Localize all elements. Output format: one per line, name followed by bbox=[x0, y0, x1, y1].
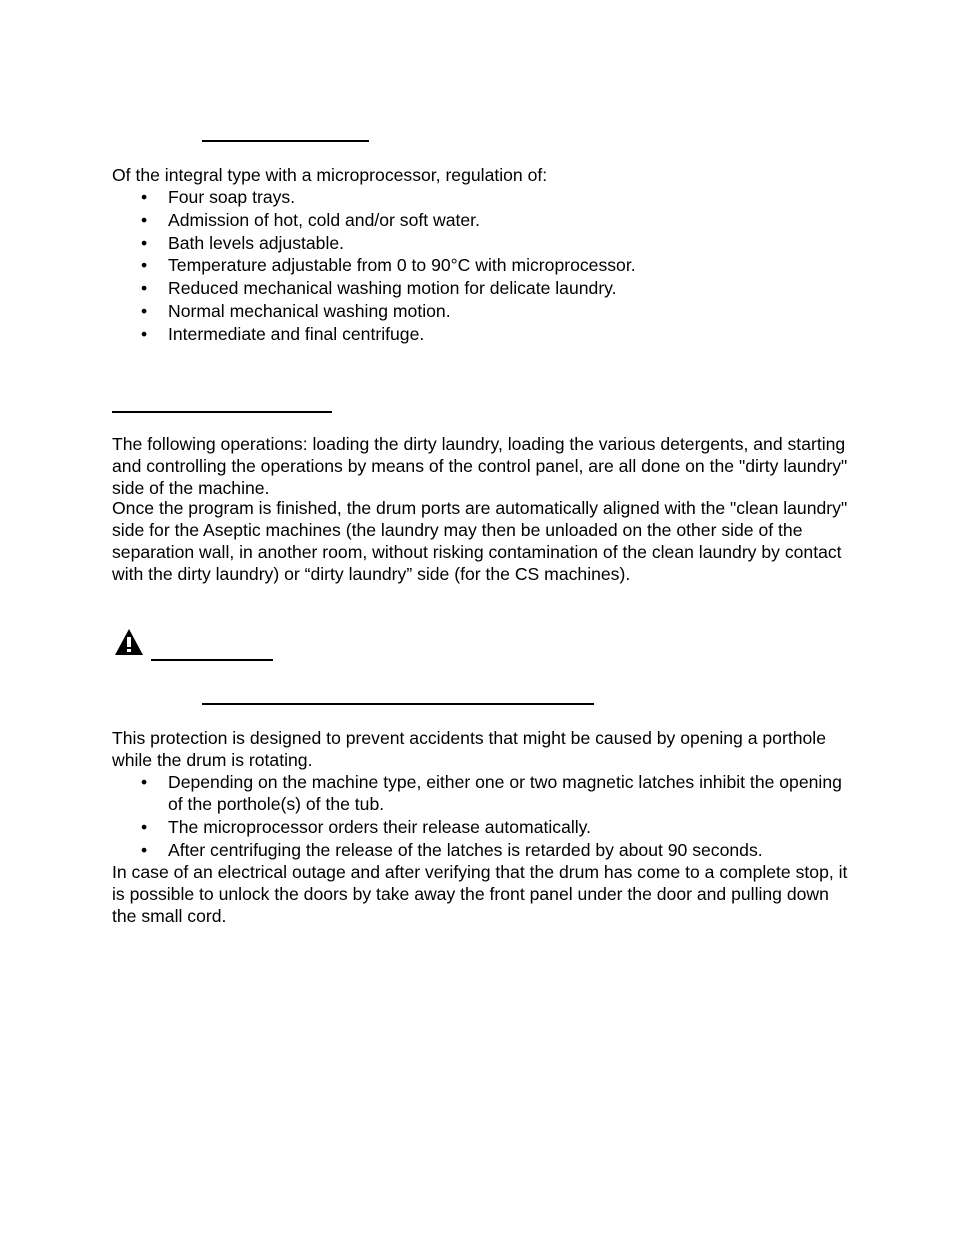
bullet-icon: • bbox=[141, 817, 148, 837]
section3-outro: In case of an electrical outage and after verifying that the drum has come to a complete stop, it is possible to unlock the doors by take away the front panel under the door and pulling down the small cord. bbox=[112, 862, 848, 926]
section3-bullet-list bbox=[112, 771, 852, 862]
bullet-icon: • bbox=[141, 187, 148, 207]
list-item: • Bath levels adjustable. bbox=[141, 232, 345, 253]
list-item: • Reduced mechanical washing motion for delicate laundry. bbox=[141, 278, 617, 299]
list-item: • The microprocessor orders their release automatically. bbox=[141, 817, 592, 837]
bullet-icon: • bbox=[141, 232, 148, 253]
subsection-heading-rule bbox=[202, 703, 594, 705]
section-heading-rule-1 bbox=[202, 140, 369, 142]
list-item: • Normal mechanical washing motion. bbox=[141, 300, 451, 321]
list-item: • Admission of hot, cold and/or soft water. bbox=[141, 209, 480, 230]
warning-triangle-icon bbox=[114, 627, 144, 657]
bullet-icon: • bbox=[141, 278, 148, 299]
warning-heading-rule bbox=[151, 659, 273, 661]
section1-bullet-list bbox=[112, 186, 852, 346]
section2-paragraph-1: The following operations: loading the dirty laundry, loading the various detergents, and starting and controlling the operations by means of the control panel, are all done on the "dirty laundry" side of the machine. bbox=[112, 434, 848, 498]
list-item: • After centrifuging the release of the latches is retarded by about 90 seconds. bbox=[141, 840, 763, 860]
bullet-icon: • bbox=[141, 323, 148, 344]
section1-intro: Of the integral type with a microprocessor, regulation of: bbox=[112, 165, 548, 185]
bullet-icon: • bbox=[141, 209, 148, 230]
list-item: • Depending on the machine type, either one or two magnetic latches inhibit the opening of the porthole(s) of the tub. bbox=[141, 772, 842, 814]
list-item: • Temperature adjustable from 0 to 90°C with microprocessor. bbox=[141, 255, 636, 276]
list-item: • Four soap trays. bbox=[141, 187, 296, 207]
section3-intro: This protection is designed to prevent accidents that might be caused by opening a porthole while the drum is rotating. bbox=[112, 728, 826, 770]
bullet-icon: • bbox=[141, 300, 148, 321]
list-item: • Intermediate and final centrifuge. bbox=[141, 323, 425, 344]
bullet-icon: • bbox=[141, 255, 148, 276]
bullet-icon: • bbox=[141, 840, 148, 860]
bullet-icon: • bbox=[141, 772, 148, 792]
section-heading-rule-2 bbox=[112, 411, 332, 413]
section2-paragraph-2: Once the program is finished, the drum ports are automatically aligned with the "clean laundry" side for the Aseptic machines (the laundry may then be unloaded on the other side of the separation wall, in another room, without risking contamination of the clean laundry by contact with the dirty laundry) or “dirty laundry” side (for the CS machines). bbox=[112, 498, 848, 584]
